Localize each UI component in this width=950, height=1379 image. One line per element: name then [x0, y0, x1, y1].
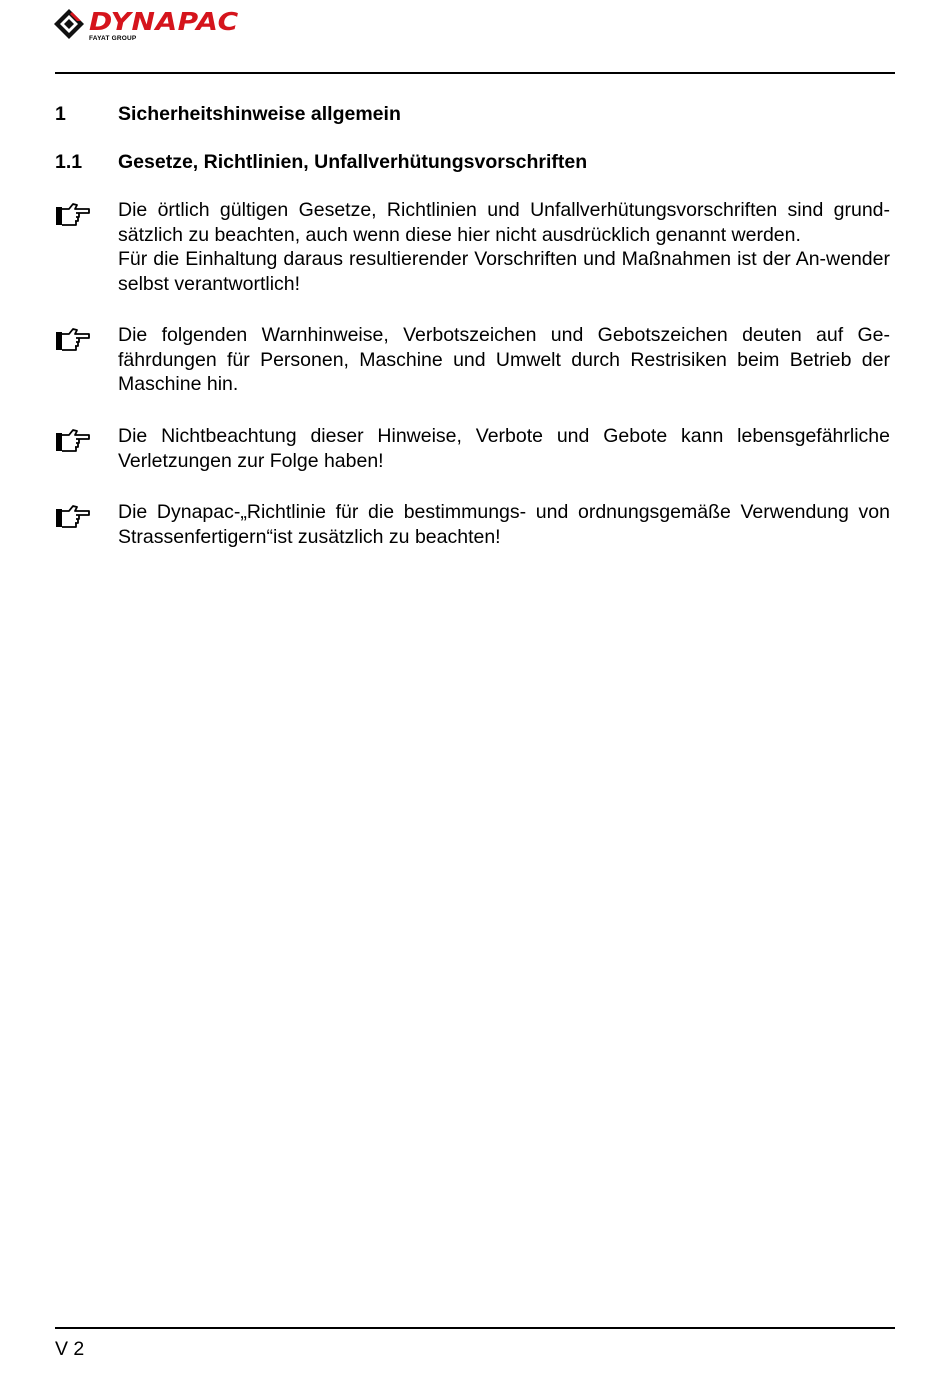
footer-divider: [55, 1327, 895, 1329]
header-divider: [55, 72, 895, 74]
pointing-hand-icon: [55, 326, 91, 352]
dynapac-diamond-logo-icon: [53, 8, 85, 40]
note-text-line: Für die Einhaltung daraus resultierender Vorschriften und Maßnahmen ist der An-wender selbst verantwortlich!: [118, 248, 890, 295]
note-text: Die Nichtbeachtung dieser Hinweise, Verbote und Gebote kann lebensgefährliche Verletzungen zur Folge haben!: [118, 425, 890, 472]
dynapac-logo: [53, 6, 303, 46]
page-number: V 2: [55, 1338, 85, 1360]
subsection-title: Gesetze, Richtlinien, Unfallverhütungsvorschriften: [118, 151, 588, 173]
logo-wordmark: DYNAPAC: [89, 7, 239, 36]
note-text: Die folgenden Warnhinweise, Verbotszeichen und Gebotszeichen deuten auf Ge-fährdungen für Personen, Maschine und Umwelt durch Restrisiken beim Betrieb der Maschine hin.: [118, 324, 890, 395]
pointing-hand-icon: [55, 503, 91, 529]
subsection-number: 1.1: [55, 151, 83, 173]
pointing-hand-icon: [55, 201, 91, 227]
pointing-hand-icon: [55, 427, 91, 453]
section-title: Sicherheitshinweise allgemein: [118, 103, 401, 125]
note-text: [118, 198, 890, 296]
note-text-line: Die örtlich gültigen Gesetze, Richtlinien und Unfallverhütungsvorschriften sind grund-sätzlich zu beachten, auch wenn diese hier nicht ausdrücklich genannt werden.: [118, 199, 890, 246]
section-number: 1: [55, 103, 66, 125]
note-text: Die Dynapac-„Richtlinie für die bestimmungs- und ordnungsgemäße Verwendung von Strassenfertigern“ist zusätzlich zu beachten!: [118, 501, 890, 548]
logo-tagline: FAYAT GROUP: [89, 35, 137, 42]
